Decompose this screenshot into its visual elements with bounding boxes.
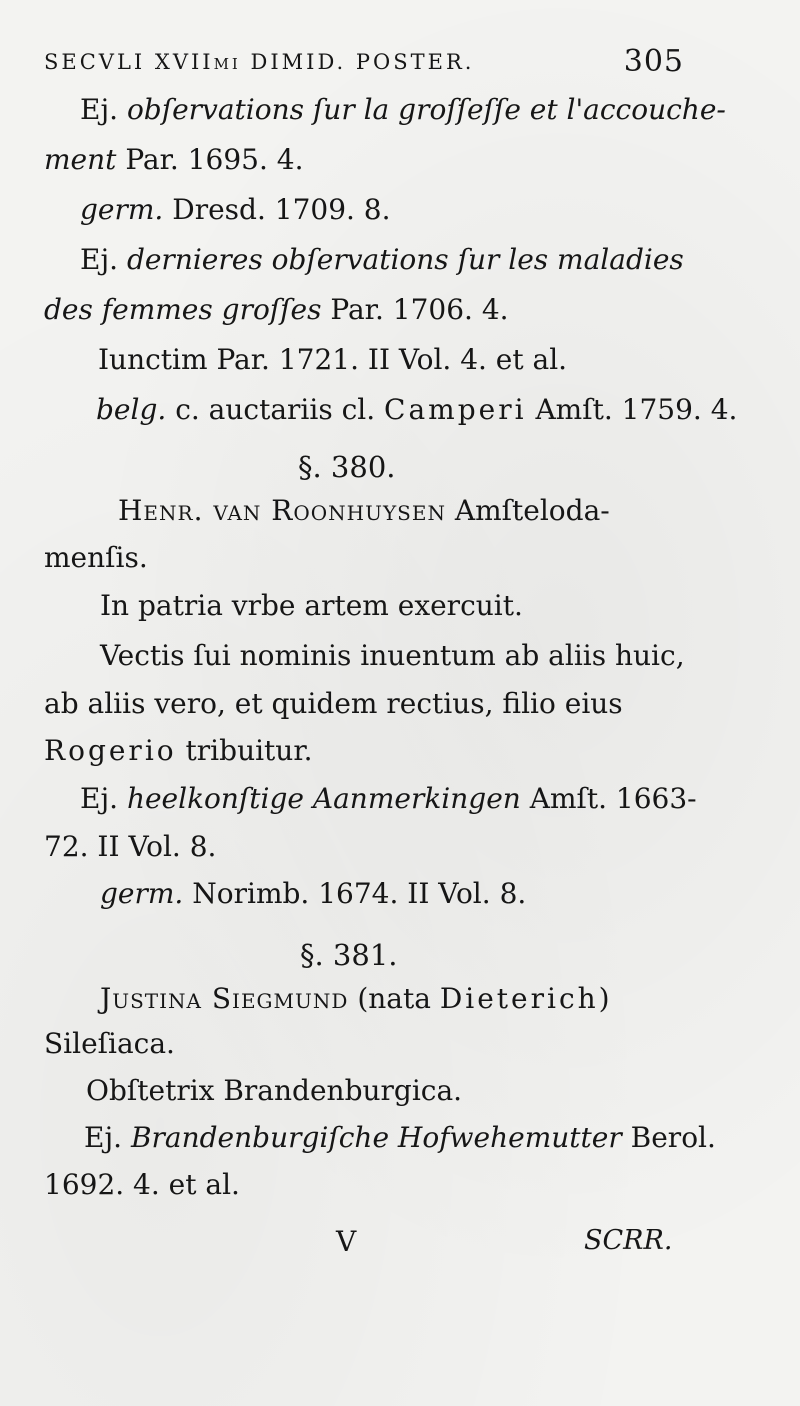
entry-imprint: Par. 1706. 4. [330, 293, 509, 326]
entry-title: dernieres obſervations ſur les maladies [126, 243, 684, 276]
running-head [44, 44, 684, 84]
entry-prefix: Ej. [80, 93, 119, 126]
entry-text: Iunctim Par. 1721. II Vol. 4. et al. [98, 343, 568, 376]
entry-imprint: Par. 1695. 4. [125, 143, 304, 176]
author-name: Henr. van Roonhuysen [118, 494, 446, 527]
entry-prefix: Ej. [84, 1121, 123, 1154]
entry-line [80, 243, 684, 277]
entry-line [98, 343, 567, 377]
running-title: SECVLI XVIImi DIMID. POSTER. [44, 50, 475, 74]
entry-line [96, 393, 737, 427]
entry-prefix: Ej. [80, 243, 119, 276]
entry-title: Brandenburgiſche Hofwehemutter [130, 1121, 622, 1154]
entry-title: ment [44, 143, 117, 176]
entry-text: c. auctariis cl. [175, 393, 376, 426]
person-name: Rogerio [44, 734, 177, 767]
entry-line [44, 293, 509, 327]
section-number: §. 381. [300, 938, 398, 972]
entry-line [44, 143, 303, 177]
author-origin: Amſteloda- [454, 494, 610, 527]
entry-language: germ. [100, 877, 184, 910]
entry-line [80, 782, 697, 816]
entry-imprint: Norimb. 1674. II Vol. 8. [192, 877, 527, 910]
text-line: Obſtetrix Brandenburgica. [86, 1074, 463, 1107]
entry-line [80, 193, 391, 227]
author-heading [118, 494, 610, 528]
entry-imprint: Amſt. 1663- [529, 782, 697, 815]
entry-line [100, 877, 526, 911]
text-line: ab aliis vero, et quidem rectius, filio eius [44, 687, 623, 720]
entry-line: 1692. 4. et al. [44, 1168, 240, 1201]
entry-language: germ. [80, 193, 164, 226]
signature-mark: V [336, 1225, 357, 1258]
page-number: 305 [623, 44, 684, 79]
author-maiden-name: Dieterich) [439, 982, 613, 1015]
entry-line [84, 1121, 716, 1155]
author-note: (nata [357, 982, 431, 1015]
entry-title: des femmes groſſes [44, 293, 322, 326]
text-line: Vectis ſui nominis inuentum ab aliis huic, [100, 639, 685, 672]
entry-title: heelkonſtige Aanmerkingen [126, 782, 521, 815]
entry-language: belg. [96, 393, 167, 426]
entry-prefix: Ej. [80, 782, 119, 815]
section-number: §. 380. [298, 450, 396, 484]
entry-imprint: Berol. [630, 1121, 716, 1154]
text-line [44, 734, 313, 768]
catchword: SCRR. [584, 1225, 673, 1256]
entry-imprint: Dresd. 1709. 8. [172, 193, 391, 226]
entry-name: Camperi [384, 393, 527, 426]
entry-line: 72. II Vol. 8. [44, 830, 217, 863]
author-name: Justina Siegmund [100, 982, 349, 1015]
author-heading [100, 982, 613, 1016]
text-fragment: tribuitur. [185, 734, 313, 767]
entry-imprint: Amſt. 1759. 4. [535, 393, 738, 426]
entry-line [80, 93, 726, 127]
text-line: In patria vrbe artem exercuit. [100, 589, 523, 622]
text-line: menſis. [44, 541, 148, 574]
text-line: Sileſiaca. [44, 1027, 175, 1060]
entry-title: obſervations ſur la groſſeſſe et l'accouche- [126, 93, 726, 126]
